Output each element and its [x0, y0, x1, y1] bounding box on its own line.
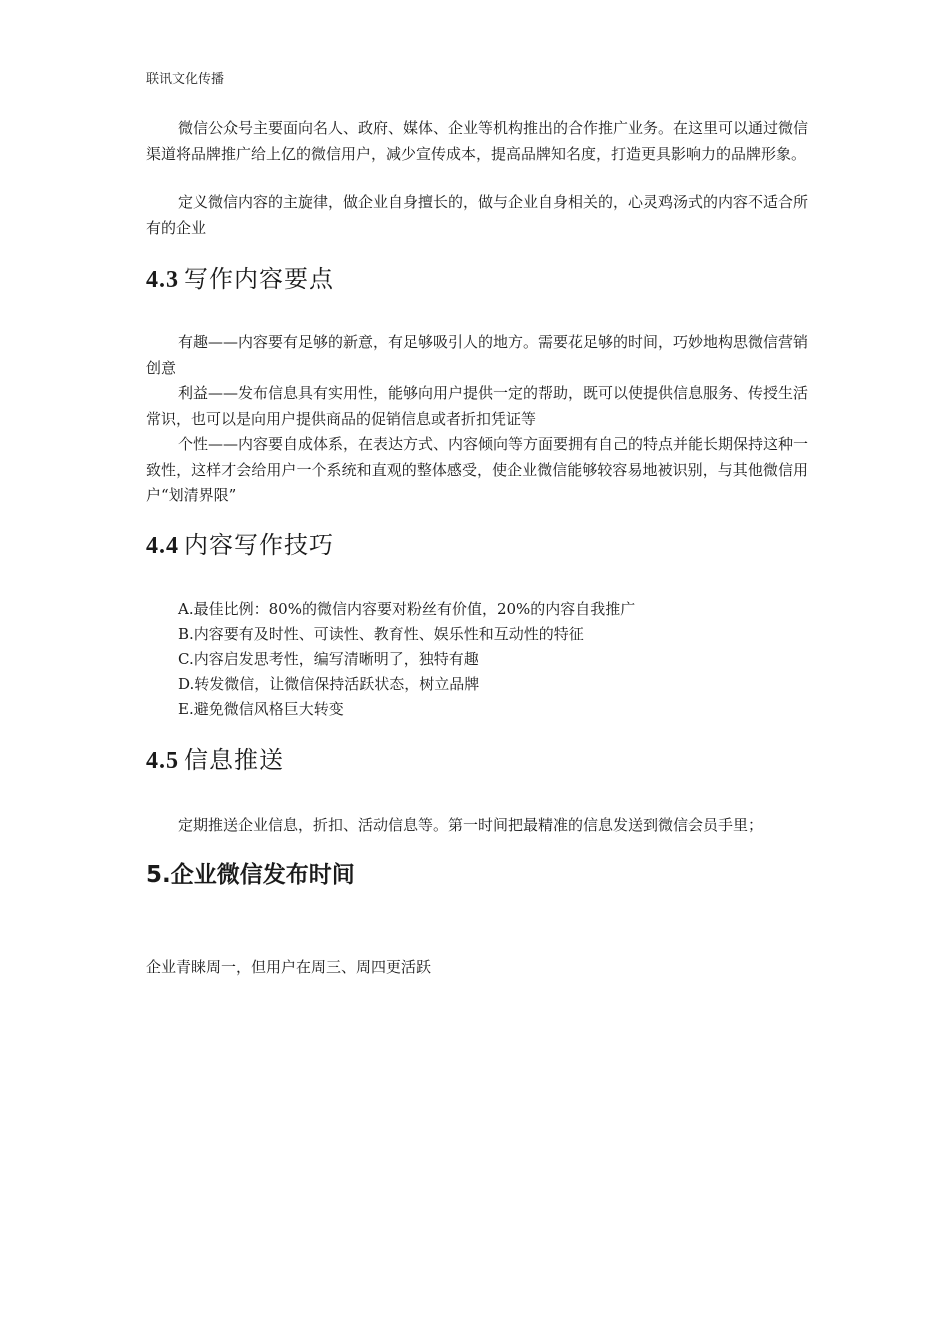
- section-4-3-heading: [146, 264, 334, 295]
- list-item: B.内容要有及时性、可读性、教育性、娱乐性和互动性的特征: [178, 625, 584, 643]
- section-4-5-paragraph: 定期推送企业信息，折扣、活动信息等。第一时间把最精准的信息发送到微信会员手里；: [178, 816, 764, 834]
- section-5-heading: 5.企业微信发布时间: [146, 862, 355, 888]
- section-4-4-title: 内容写作技巧: [184, 531, 334, 559]
- section-4-4-number: 4.4: [146, 533, 179, 559]
- section-5-paragraph: 企业青睐周一，但用户在周三、周四更活跃: [146, 958, 432, 976]
- section-4-3-number: 4.3: [146, 267, 179, 293]
- section-4-4-heading: [146, 530, 334, 561]
- section-4-4-tips-list: [178, 597, 635, 722]
- section-4-3-title: 写作内容要点: [184, 265, 334, 293]
- list-item: D.转发微信，让微信保持活跃状态，树立品牌: [178, 675, 480, 693]
- section-4-3-paragraph-benefit: 利益——发布信息具有实用性，能够向用户提供一定的帮助，既可以使提供信息服务、传授生活常识，也可以是向用户提供商品的促销信息或者折扣凭证等: [146, 384, 809, 428]
- list-item: A.最佳比例：80%的微信内容要对粉丝有价值，20%的内容自我推广: [178, 600, 636, 618]
- section-4-5-number: 4.5: [146, 748, 179, 774]
- intro-paragraph-1: 微信公众号主要面向名人、政府、媒体、企业等机构推出的合作推广业务。在这里可以通过微信渠道将品牌推广给上亿的微信用户，减少宣传成本，提高品牌知名度，打造更具影响力的品牌形象。: [146, 119, 809, 163]
- page-header-company: 联讯文化传播: [146, 72, 225, 87]
- section-4-3-paragraph-personality: 个性——内容要自成体系，在表达方式、内容倾向等方面要拥有自己的特点并能长期保持这种一致性，这样才会给用户一个系统和直观的整体感受，使企业微信能够较容易地被识别，与其他微信用户“划清界限”: [146, 435, 809, 504]
- section-4-3-paragraph-interesting: 有趣——内容要有足够的新意，有足够吸引人的地方。需要花足够的时间，巧妙地构思微信营销创意: [146, 333, 809, 377]
- section-4-5-title: 信息推送: [184, 746, 284, 774]
- list-item: C.内容启发思考性，编写清晰明了，独特有趣: [178, 650, 479, 668]
- section-4-5-heading: [146, 745, 284, 776]
- list-item: E.避免微信风格巨大转变: [178, 700, 344, 718]
- intro-paragraph-2: 定义微信内容的主旋律，做企业自身擅长的，做与企业自身相关的，心灵鸡汤式的内容不适合所有的企业: [146, 193, 809, 237]
